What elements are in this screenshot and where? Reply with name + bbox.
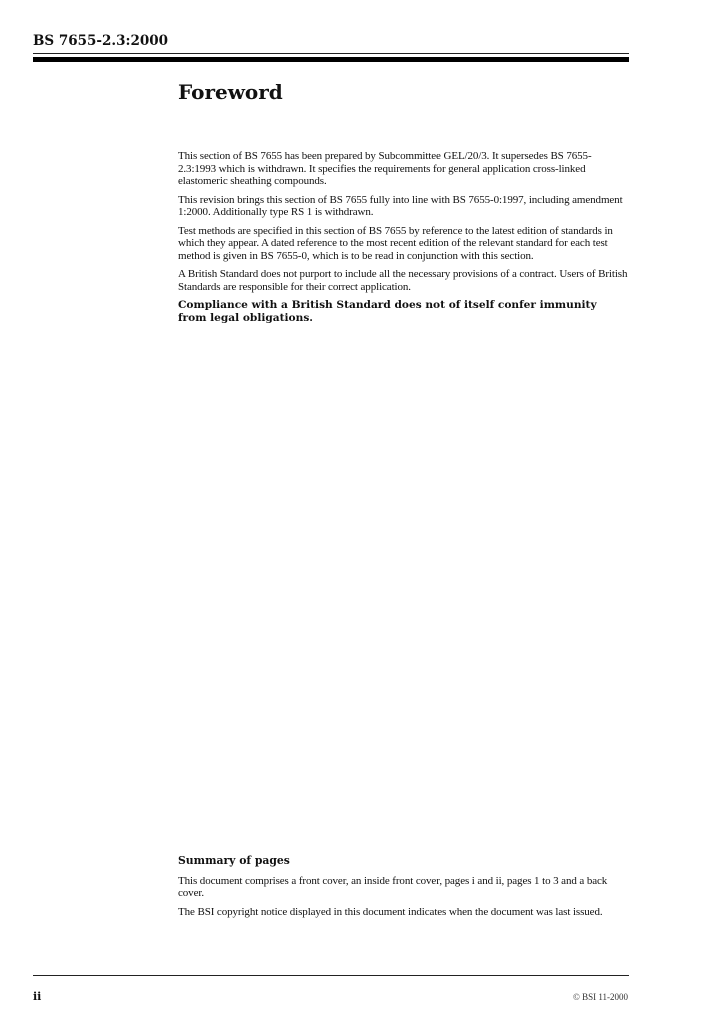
foreword-paragraph: Test methods are specified in this section of BS 7655 by reference to the latest edition of standards in which they appear. A dated reference to the most recent edition of the relevant standard for each test method is given in BS 7655-0, which is to be read in conjunction with this section.	[178, 224, 613, 262]
header-thick-rule	[33, 57, 629, 62]
summary-paragraph: The BSI copyright notice displayed in this document indicates when the document was last issued.	[178, 905, 603, 918]
document-id: BS 7655-2.3:2000	[33, 33, 169, 49]
copyright-notice: © BSI 11-2000	[572, 992, 628, 1002]
foreword-paragraph: This revision brings this section of BS 7655 fully into line with BS 7655-0:1997, including amendment 1:2000. Additionally type RS 1 is withdrawn.	[178, 193, 623, 218]
header-thin-rule	[33, 53, 629, 54]
compliance-statement: Compliance with a British Standard does not of itself confer immunity from legal obligations.	[178, 299, 597, 324]
summary-of-pages	[178, 855, 628, 924]
foreword-paragraph: This section of BS 7655 has been prepared by Subcommittee GEL/20/3. It supersedes BS 7655-2.3:1993 which is withdrawn. It specifies the requirements for general application cross-linked elastomeric sheathing compounds.	[178, 150, 592, 187]
summary-paragraph: This document comprises a front cover, an inside front cover, pages i and ii, pages 1 to 3 and a back cover.	[178, 874, 608, 899]
summary-heading: Summary of pages	[178, 854, 290, 867]
page-title: Foreword	[178, 80, 283, 104]
page-number: ii	[33, 990, 42, 1003]
footer-rule	[33, 975, 629, 976]
foreword-paragraph: A British Standard does not purport to include all the necessary provisions of a contract. Users of British Standards are responsible for their correct application.	[178, 268, 628, 293]
foreword-body	[178, 150, 628, 331]
